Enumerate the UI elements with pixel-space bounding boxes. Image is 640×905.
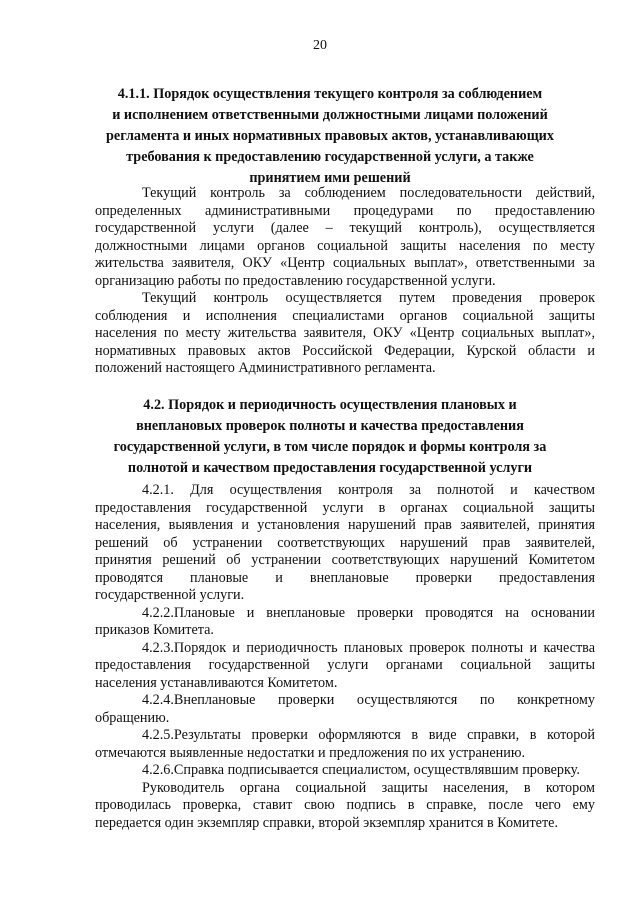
heading-line: 4.2. Порядок и периодичность осуществления плановых и: [143, 397, 517, 413]
text-line: нормативных правовых актов Российской Федерации, Курской области и: [95, 342, 595, 359]
text-line: 4.2.3.Порядок и периодичность плановых проверок полноты и качества: [142, 639, 595, 656]
heading-line: государственной услуги, в том числе порядок и формы контроля за: [113, 439, 547, 455]
section-4-1-1-body: [95, 185, 595, 378]
text-line: соблюдения и исполнения специалистами органов социальной защиты: [95, 307, 595, 324]
heading-line: полнотой и качеством предоставления государственной услуги: [127, 460, 533, 476]
section-4-1-1-heading: [80, 84, 580, 189]
paragraph-4-2-2: [95, 605, 595, 640]
heading-line: регламента и иных нормативных правовых актов, устанавливающих: [106, 128, 554, 144]
text-line: населения по месту жительства заявителя, ОКУ «Центр социальных выплат»,: [95, 325, 595, 341]
paragraph-current-control: [95, 185, 595, 290]
paragraph-4-2-4: [95, 692, 595, 727]
text-line: 4.2.4.Внеплановые проверки осуществляются по конкретному: [142, 692, 595, 708]
paragraph-4-2-6: [95, 762, 595, 780]
text-line: должностными лицами органов социальной защиты населения по месту: [95, 237, 595, 254]
text-line: 4.2.5.Результаты проверки оформляются в виде справки, в которой: [142, 727, 595, 743]
paragraph-4-2-5: [95, 727, 595, 762]
paragraph-4-2-1: [95, 482, 595, 605]
page-number: 20: [313, 38, 327, 53]
text-line: проводилась проверка, ставит свою подпись в справке, после чего ему: [95, 797, 595, 813]
section-4-2-heading: [80, 395, 580, 479]
heading-line: внеплановых проверок полноты и качества предоставления: [136, 418, 524, 434]
text-line: приказов Комитета.: [95, 622, 214, 638]
heading-line: принятием ими решений: [249, 170, 411, 186]
paragraph-final: [95, 780, 595, 833]
text-line: Текущий контроль за соблюдением последовательности действий,: [142, 185, 595, 201]
text-line: 4.2.2.Плановые и внеплановые проверки проводятся на основании: [142, 604, 595, 621]
text-line: организацию работы по предоставлению государственной услуги.: [95, 272, 496, 289]
text-line: предоставления государственной услуги в органах социальной защиты: [95, 499, 595, 516]
text-line: определенных административными процедурами по предоставлению: [95, 202, 595, 219]
section-4-2-body: [95, 482, 595, 832]
text-line: 4.2.6.Справка подписывается специалистом, осуществлявшим проверку.: [142, 762, 580, 778]
text-line: принятия решений об устранении соответствующих нарушений Комитетом: [95, 552, 595, 568]
text-line: жительства заявителя, ОКУ «Центр социальных выплат», ответственными за: [95, 255, 595, 271]
text-line: отмечаются выявленные недостатки и предложения по их устранению.: [95, 744, 526, 761]
text-line: государственной услуги.: [95, 587, 245, 603]
text-line: проводятся плановые и внеплановые проверки предоставления: [95, 569, 595, 586]
text-line: положений настоящего Административного регламента.: [95, 360, 436, 376]
text-line: передается один экземпляр справки, второй экземпляр хранится в Комитете.: [95, 814, 558, 831]
heading-line: и исполнением ответственными должностными лицами положений: [112, 107, 548, 123]
text-line: населения, выявления и установления нарушений прав заявителей, принятия: [95, 517, 595, 533]
paragraph-4-2-3: [95, 640, 595, 693]
text-line: государственной услуги (далее – текущий контроль), осуществляется: [95, 220, 595, 236]
text-line: обращению.: [95, 709, 170, 726]
text-line: 4.2.1. Для осуществления контроля за полнотой и качеством: [142, 482, 595, 498]
text-line: предоставления государственной услуги органами социальной защиты: [95, 657, 595, 673]
heading-line: 4.1.1. Порядок осуществления текущего контроля за соблюдением: [117, 86, 543, 102]
paragraph-control-method: [95, 290, 595, 378]
text-line: Текущий контроль осуществляется путем проведения проверок: [142, 290, 595, 306]
text-line: решений об устранении соответствующих нарушений прав заявителей,: [95, 534, 595, 551]
text-line: населения устанавливаются Комитетом.: [95, 674, 338, 691]
heading-line: требования к предоставлению государственной услуги, а также: [126, 149, 534, 165]
text-line: Руководитель органа социальной защиты населения, в котором: [142, 779, 595, 796]
